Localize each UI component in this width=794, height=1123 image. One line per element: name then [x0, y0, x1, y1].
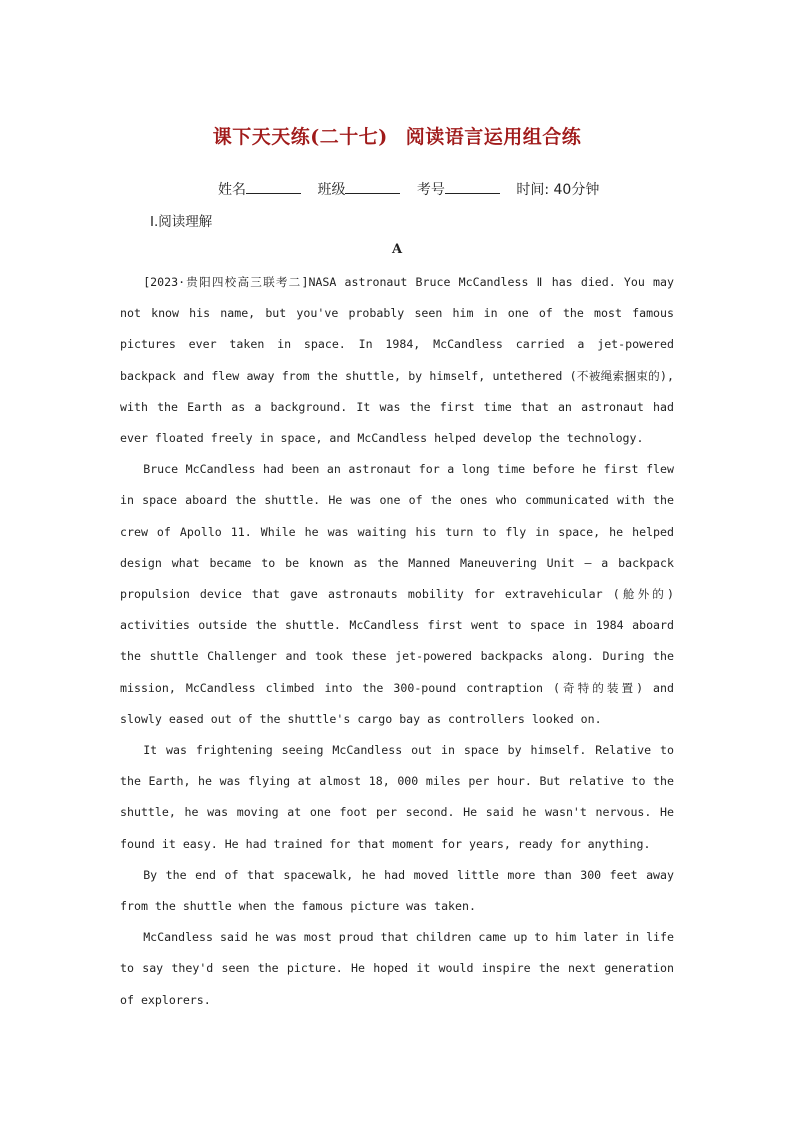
name-blank[interactable]	[246, 179, 301, 194]
reading-passage	[120, 267, 674, 1016]
student-info-line	[218, 179, 638, 199]
class-blank[interactable]	[345, 179, 400, 194]
name-label: 姓名	[218, 182, 246, 198]
title-left: 课下天天练(二十七)	[212, 126, 388, 148]
paragraph: McCandless said he was most proud that children came up to him later in life to say they'd seen the picture. He hoped it would inspire the next generation of explorers.	[120, 930, 674, 1007]
time-label: 时间: 40分钟	[516, 182, 600, 198]
number-blank[interactable]	[445, 179, 500, 194]
page-title	[0, 122, 794, 149]
paragraph: By the end of that spacewalk, he had moved little more than 300 feet away from the shuttle when the famous picture was taken.	[120, 867, 674, 914]
paragraph: It was frightening seeing McCandless out in space by himself. Relative to the Earth, he was flying at almost 18, 000 miles per hour. But relative to the shuttle, he was moving at one foot per second. He said he wasn't nervous. He found it easy. He had trained for that moment for years, ready for anything.	[120, 743, 674, 851]
number-label: 考号	[416, 182, 445, 198]
title-right: 阅读语言运用组合练	[405, 126, 582, 148]
paragraph: Bruce McCandless had been an astronaut for a long time before he first flew in space aboard the shuttle. He was one of the ones who communicated with the crew of Apollo 11. While he was waiting his turn to fly in space, he helped design what became to be known as the Manned Maneuvering Unit — a backpack propulsion device that gave astronauts mobility for extravehicular (舱外的) activities outside the shuttle. McCandless first went to space in 1984 aboard the shuttle Challenger and took these jet-powered backpacks along. During the mission, McCandless climbed into the 300-pound contraption (奇特的装置) and slowly eased out of the shuttle's cargo bay as controllers looked on.	[120, 462, 674, 726]
class-label: 班级	[317, 182, 346, 198]
paragraph: [2023·贵阳四校高三联考二]NASA astronaut Bruce McCandless Ⅱ has died. You may not know his name, but you've probably seen him in one of the most famous pictures ever taken in space. In 1984, McCandless carried a jet-powered backpack and flew away from the shuttle, by himself, untethered (不被绳索捆束的), with the Earth as a background. It was the first time that an astronaut had ever floated freely in space, and McCandless helped develop the technology.	[120, 275, 674, 446]
passage-letter: A	[391, 242, 403, 257]
section-heading: Ⅰ.阅读理解	[150, 214, 213, 230]
